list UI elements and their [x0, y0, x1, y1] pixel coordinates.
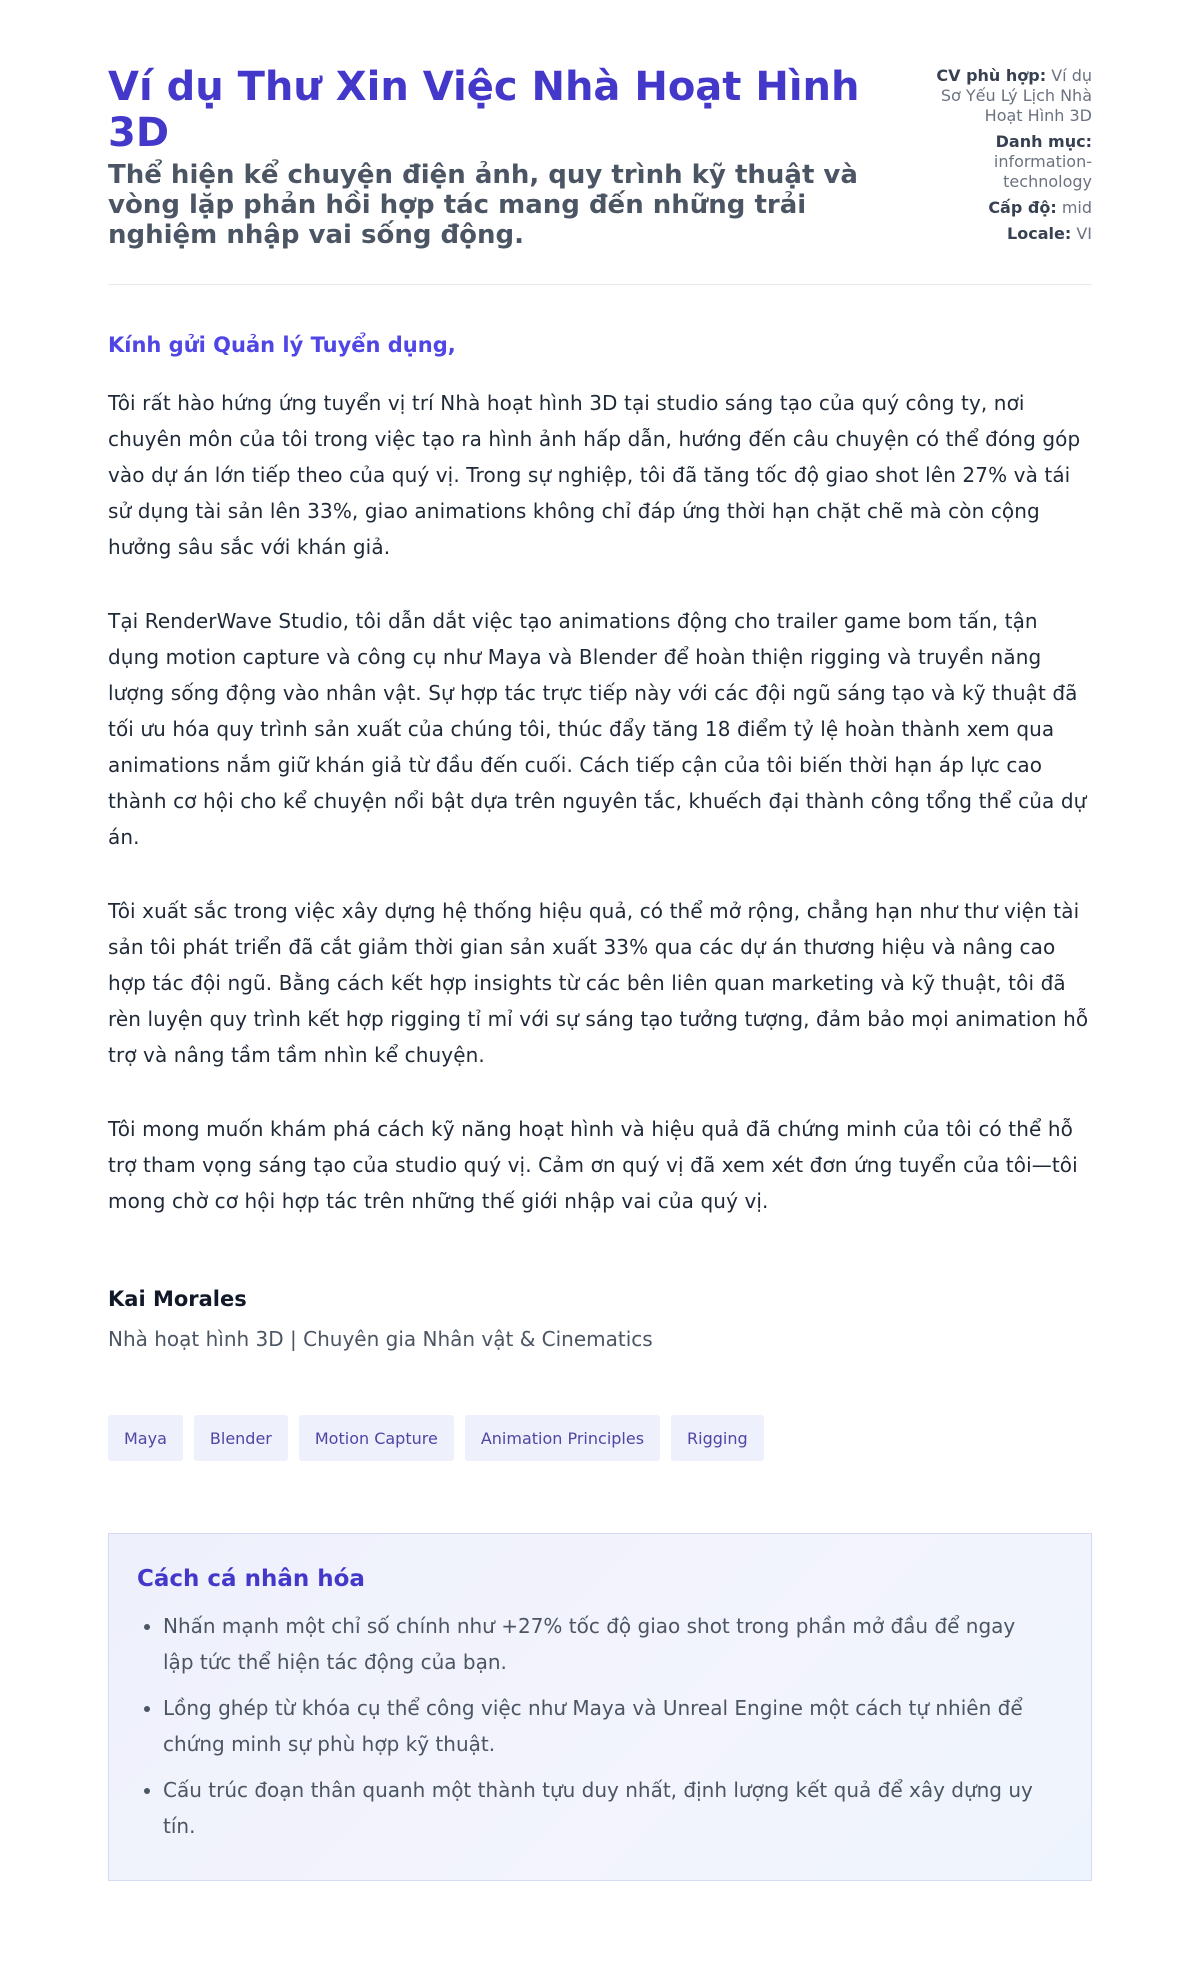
- letter-paragraph: Tôi xuất sắc trong việc xây dựng hệ thống hiệu quả, có thể mở rộng, chẳng hạn như thư viện tài sản tôi phát triển đã cắt giảm thời gian sản xuất 33% qua các dự án thương hiệu và nâng cao hợp tác đội ngũ. Bằng cách kết hợp insights từ các bên liên quan marketing và kỹ thuật, tôi đã rèn luyện quy trình kết hợp rigging tỉ mỉ với sự sáng tạo tưởng tượng, đảm bảo mọi animation hỗ trợ và nâng tầm tầm nhìn kể chuyện.: [108, 899, 1089, 1067]
- meta-locale-value: VI: [1076, 224, 1092, 243]
- signature-name: Kai Morales: [108, 1287, 247, 1311]
- personalization-tips-box: [108, 1533, 1092, 1881]
- page-header: [108, 64, 1092, 285]
- tip-item: • Nhấn mạnh một chỉ số chính như +27% tốc độ giao shot trong phần mở đầu để ngay lập tức thể hiện tác động của bạn.: [163, 1608, 1051, 1680]
- signature-block: [108, 1285, 1092, 1353]
- meta-cv: [920, 66, 1092, 126]
- skill-tags: [108, 1415, 1092, 1461]
- page-title: Ví dụ Thư Xin Việc Nhà Hoạt Hình 3D: [108, 64, 860, 156]
- meta-locale-label: Locale:: [1007, 224, 1072, 243]
- signature-title: Nhà hoạt hình 3D | Chuyên gia Nhân vật & Cinematics: [108, 1327, 653, 1351]
- meta-category-label: Danh mục:: [995, 132, 1092, 151]
- salutation: Kính gửi Quản lý Tuyển dụng,: [108, 333, 456, 357]
- meta-category: [920, 132, 1092, 192]
- meta-category-value: information-technology: [993, 152, 1092, 191]
- skill-tag: Maya: [108, 1415, 183, 1461]
- skill-tag: Blender: [194, 1415, 288, 1461]
- metadata-panel: [920, 66, 1092, 250]
- tip-item: • Lồng ghép từ khóa cụ thể công việc như Maya và Unreal Engine một cách tự nhiên để chứng minh sự phù hợp kỹ thuật.: [163, 1690, 1051, 1762]
- page-subtitle: Thể hiện kể chuyện điện ảnh, quy trình kỹ thuật và vòng lặp phản hồi hợp tác mang đến những trải nghiệm nhập vai sống động.: [108, 160, 858, 250]
- tip-item: • Cấu trúc đoạn thân quanh một thành tựu duy nhất, định lượng kết quả để xây dựng uy tín.: [163, 1772, 1051, 1844]
- tips-list: [137, 1608, 1051, 1844]
- letter-body: [108, 285, 1092, 1219]
- meta-level-value: mid: [1061, 198, 1092, 217]
- header-titles: [108, 64, 868, 250]
- skill-tag: Rigging: [671, 1415, 764, 1461]
- letter-paragraph: Tôi mong muốn khám phá cách kỹ năng hoạt hình và hiệu quả đã chứng minh của tôi có thể hỗ trợ tham vọng sáng tạo của studio quý vị. Cảm ơn quý vị đã xem xét đơn ứng tuyển của tôi—tôi mong chờ cơ hội hợp tác trên những thế giới nhập vai của quý vị.: [108, 1117, 1078, 1213]
- letter-paragraph: Tại RenderWave Studio, tôi dẫn dắt việc tạo animations động cho trailer game bom tấn, tận dụng motion capture và công cụ như Maya và Blender để hoàn thiện rigging và truyền năng lượng sống động vào nhân vật. Sự hợp tác trực tiếp này với các đội ngũ sáng tạo và kỹ thuật đã tối ưu hóa quy trình sản xuất của chúng tôi, thúc đẩy tăng 18 điểm tỷ lệ hoàn thành xem qua animations nắm giữ khán giả từ đầu đến cuối. Cách tiếp cận của tôi biến thời hạn áp lực cao thành cơ hội cho kể chuyện nổi bật dựa trên nguyên tắc, khuếch đại thành công tổng thể của dự án.: [108, 609, 1087, 849]
- meta-level: [920, 198, 1092, 218]
- meta-cv-value: Ví dụ Sơ Yếu Lý Lịch Nhà Hoạt Hình 3D: [940, 66, 1092, 125]
- tips-title: Cách cá nhân hóa: [137, 1566, 365, 1592]
- meta-cv-label: CV phù hợp:: [936, 66, 1047, 85]
- meta-level-label: Cấp độ:: [988, 198, 1057, 217]
- letter-paragraph: Tôi rất hào hứng ứng tuyển vị trí Nhà hoạt hình 3D tại studio sáng tạo của quý công ty, nơi chuyên môn của tôi trong việc tạo ra hình ảnh hấp dẫn, hướng đến câu chuyện có thể đóng góp vào dự án lớn tiếp theo của quý vị. Trong sự nghiệp, tôi đã tăng tốc độ giao shot lên 27% và tái sử dụng tài sản lên 33%, giao animations không chỉ đáp ứng thời hạn chặt chẽ mà còn cộng hưởng sâu sắc với khán giả.: [108, 391, 1081, 559]
- meta-locale: [920, 224, 1092, 244]
- skill-tag: Animation Principles: [465, 1415, 660, 1461]
- skill-tag: Motion Capture: [299, 1415, 454, 1461]
